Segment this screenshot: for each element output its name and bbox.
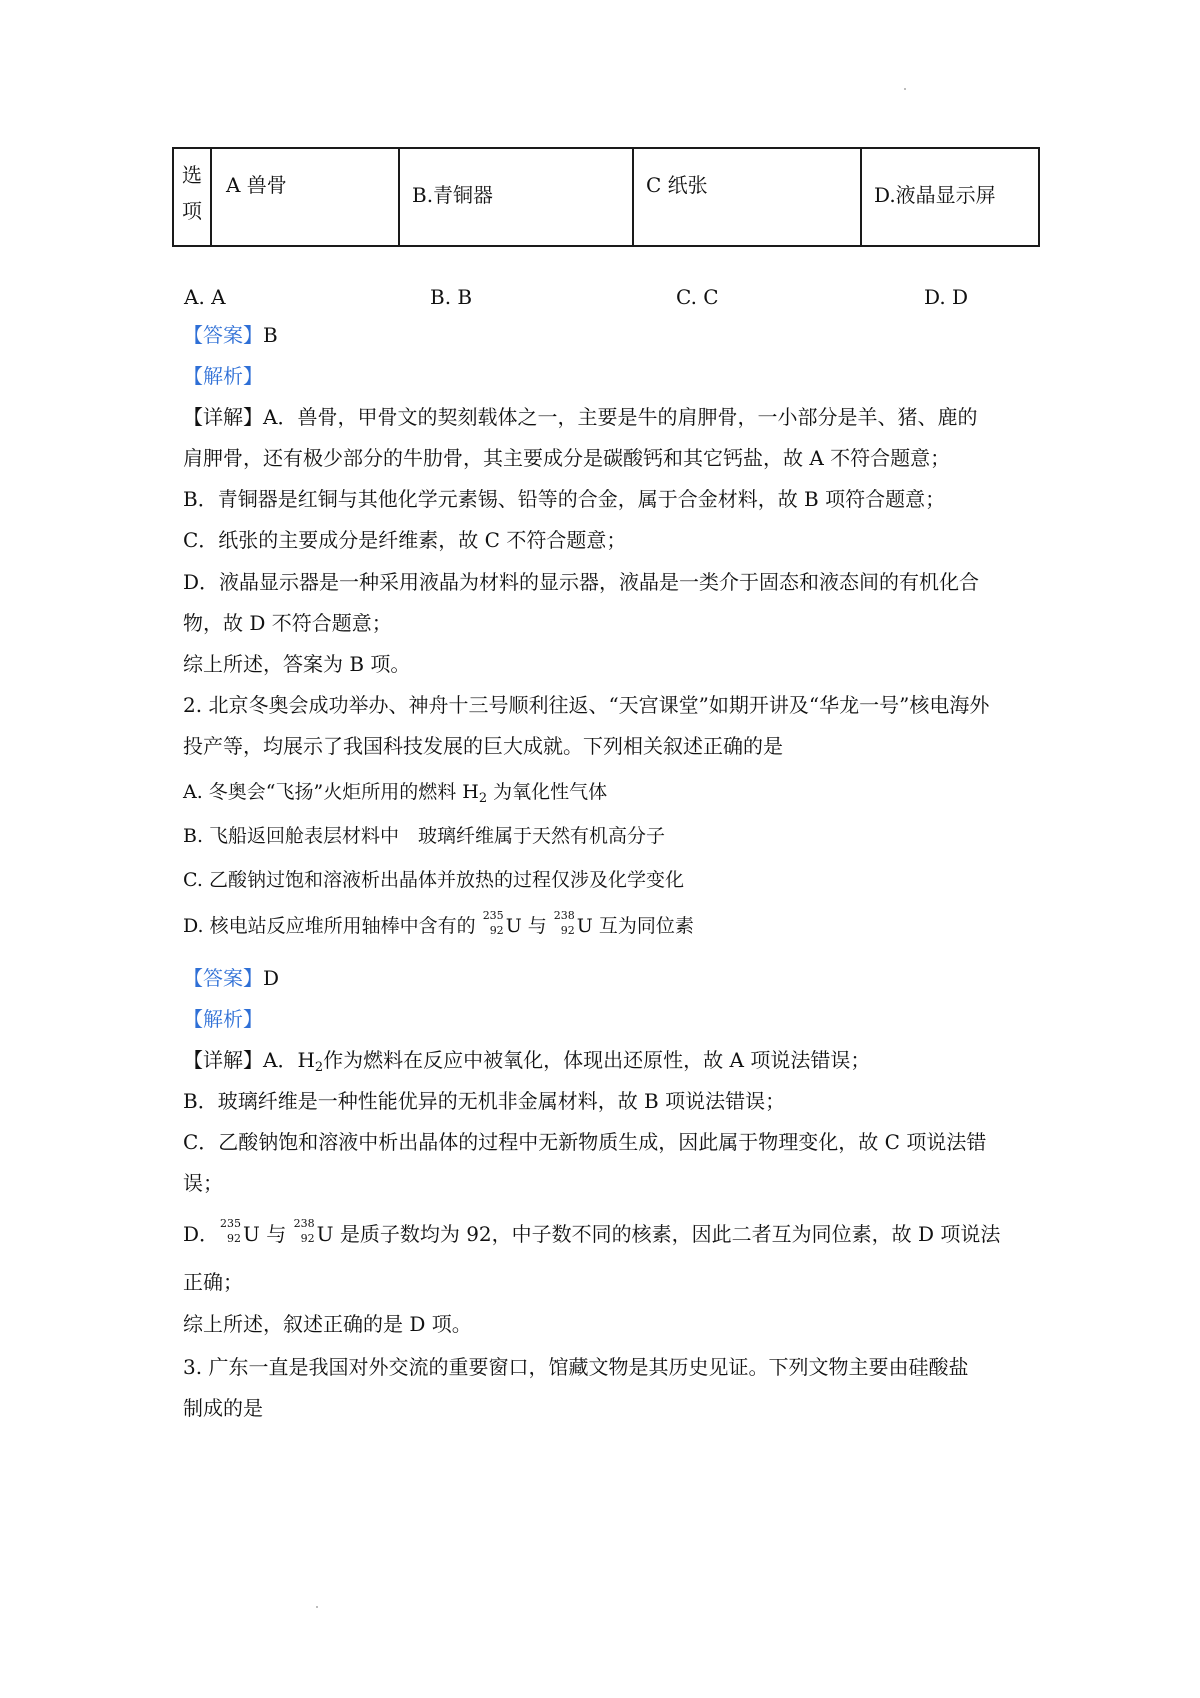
table-cell-b: B.青铜器 xyxy=(399,148,633,246)
scan-dot xyxy=(316,1606,318,1608)
table-cell-c: C 纸张 xyxy=(633,148,861,246)
nuclide-notation xyxy=(482,909,506,940)
atomic-number: 92 xyxy=(489,924,504,937)
answer-tag: 【答案】 xyxy=(183,966,263,990)
choice-d: D. D xyxy=(924,285,969,309)
option-text: A. 冬奥会“飞扬”火炬所用的燃料 H xyxy=(183,781,479,803)
q3-stem: 制成的是 xyxy=(183,1396,263,1420)
detail-text: 是质子数均为 92，中子数不同的核素，因此二者互为同位素，故 D 项说法 xyxy=(339,1222,1001,1246)
element-symbol: U xyxy=(505,915,522,937)
q3-stem: 3. 广东一直是我国对外交流的重要窗口，馆藏文物是其历史见证。下列文物主要由硅酸盐 xyxy=(183,1355,969,1379)
nuclide-notation xyxy=(293,1217,317,1248)
option-text: 为氧化性气体 xyxy=(487,781,608,803)
options-table xyxy=(172,147,1040,247)
q1-detail-line xyxy=(183,403,977,431)
option-text: 与 xyxy=(521,915,553,937)
detail-text: A．H xyxy=(263,1048,315,1072)
detail-tag: 【详解】 xyxy=(183,405,263,429)
q2-detail-line: 误； xyxy=(183,1171,223,1195)
q2-option-b: B. 飞船返回舱表层材料中 玻璃纤维属于天然有机高分子 xyxy=(183,825,666,847)
option-text: D. 核电站反应堆所用轴棒中含有的 xyxy=(183,915,482,937)
q2-option-c: C. 乙酸钠过饱和溶液析出晶体并放热的过程仅涉及化学变化 xyxy=(183,869,684,891)
choice-b: B. B xyxy=(430,285,473,309)
table-cell-d: D.液晶显示屏 xyxy=(861,148,1039,246)
q2-detail-line xyxy=(183,1046,870,1082)
q2-analysis-tag: 【解析】 xyxy=(183,1007,263,1031)
table-row xyxy=(173,148,1039,246)
q1-detail-line: D．液晶显示器是一种采用液晶为材料的显示器，液晶是一类介于固态和液态间的有机化合 xyxy=(183,570,980,594)
detail-text: 作为燃料在反应中被氧化，体现出还原性，故 A 项说法错误； xyxy=(323,1048,871,1072)
detail-text: D． xyxy=(183,1222,220,1246)
answer-value: D xyxy=(263,966,280,990)
subscript: 2 xyxy=(478,791,488,806)
q2-detail-line: B．玻璃纤维是一种性能优异的无机非金属材料，故 B 项说法错误； xyxy=(183,1089,786,1113)
element-symbol: U xyxy=(316,1222,334,1246)
q1-analysis-tag: 【解析】 xyxy=(183,364,263,388)
table-header-cell xyxy=(173,148,211,246)
choice-a: A. A xyxy=(184,285,226,309)
q2-detail-line: 正确； xyxy=(183,1270,243,1294)
answer-value: B xyxy=(263,323,278,347)
atomic-number: 92 xyxy=(560,924,575,937)
mass-number: 238 xyxy=(553,909,575,922)
q2-stem: 投产等，均展示了我国科技发展的巨大成就。下列相关叙述正确的是 xyxy=(183,734,783,758)
option-text: 互为同位素 xyxy=(592,915,694,937)
subscript: 2 xyxy=(314,1060,324,1075)
mass-number: 238 xyxy=(293,1217,315,1230)
mass-number: 235 xyxy=(220,1217,242,1230)
q2-option-d xyxy=(183,909,694,940)
element-symbol: U xyxy=(576,915,593,937)
nuclide-notation xyxy=(219,1217,243,1248)
q2-answer xyxy=(183,964,279,992)
mass-number: 235 xyxy=(482,909,504,922)
q2-stem: 2. 北京冬奥会成功举办、神舟十三号顺利往返、“天宫课堂”如期开讲及“华龙一号”核电海外 xyxy=(183,693,990,717)
q1-answer xyxy=(183,321,278,349)
q2-detail-line: C．乙酸钠饱和溶液中析出晶体的过程中无新物质生成，因此属于物理变化，故 C 项说法错 xyxy=(183,1130,987,1154)
detail-text: A．兽骨，甲骨文的契刻载体之一，主要是牛的肩胛骨，一小部分是羊、猪、鹿的 xyxy=(263,405,978,429)
table-cell-a: A 兽骨 xyxy=(211,148,399,246)
q1-summary: 综上所述，答案为 B 项。 xyxy=(183,652,411,676)
q1-detail-line: B．青铜器是红铜与其他化学元素锡、铅等的合金，属于合金材料，故 B 项符合题意； xyxy=(183,487,946,511)
q2-option-a xyxy=(183,778,607,813)
detail-tag: 【详解】 xyxy=(183,1048,263,1072)
nuclide-notation xyxy=(553,909,577,940)
q1-detail-line: 物，故 D 不符合题意； xyxy=(183,611,392,635)
q2-summary: 综上所述，叙述正确的是 D 项。 xyxy=(183,1312,472,1336)
q1-detail-line: 肩胛骨，还有极少部分的牛肋骨，其主要成分是碳酸钙和其它钙盐，故 A 不符合题意； xyxy=(183,446,951,470)
detail-text: 与 xyxy=(266,1222,287,1246)
choice-c: C. C xyxy=(676,285,719,309)
header-char: 项 xyxy=(182,199,202,223)
atomic-number: 92 xyxy=(227,1232,242,1245)
q2-detail-line xyxy=(183,1217,1001,1248)
answer-choices xyxy=(0,285,1200,315)
header-char: 选 xyxy=(182,163,202,187)
answer-tag: 【答案】 xyxy=(183,323,263,347)
scan-dot xyxy=(904,88,906,90)
atomic-number: 92 xyxy=(300,1232,315,1245)
q1-detail-line: C．纸张的主要成分是纤维素，故 C 不符合题意； xyxy=(183,528,627,552)
element-symbol: U xyxy=(243,1222,260,1246)
